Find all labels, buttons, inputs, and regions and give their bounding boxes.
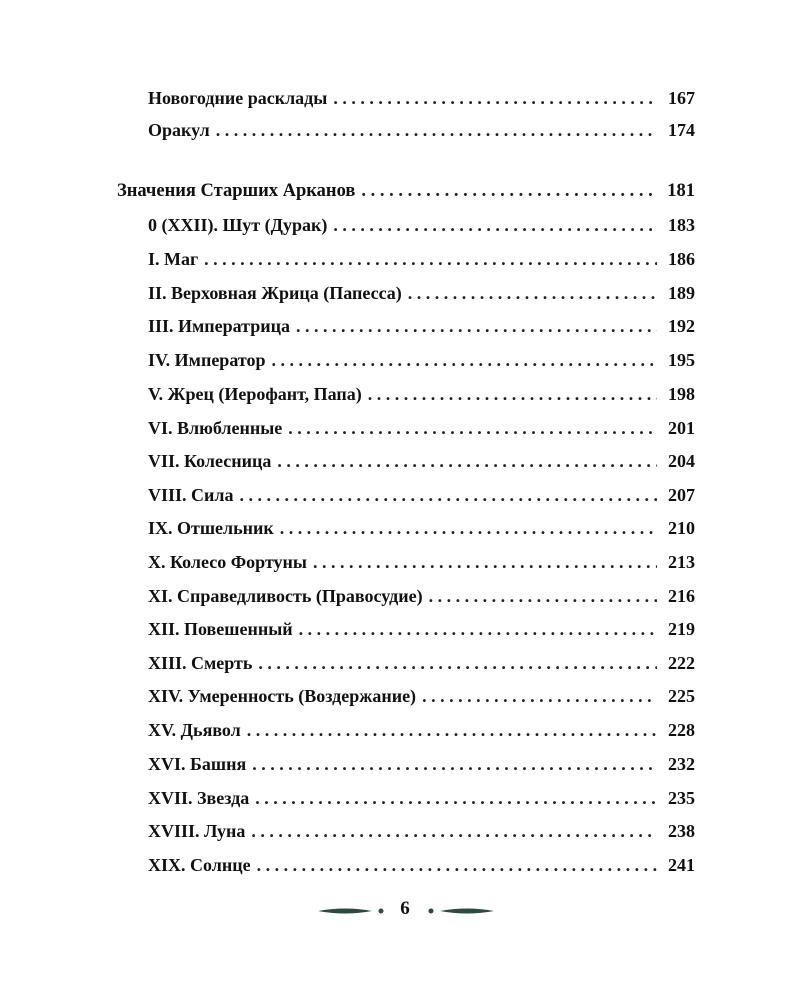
dot-leader (361, 181, 657, 202)
toc-entry-page: 241 (668, 855, 695, 875)
toc-entry (148, 619, 695, 640)
dot-leader (368, 384, 657, 405)
toc-entry (148, 316, 695, 337)
toc-entry-title: XIX. Солнце (148, 855, 251, 875)
dot-leader (296, 316, 657, 337)
dot-leader (422, 686, 657, 707)
toc-entry (148, 586, 695, 607)
toc-entry-title: X. Колесо Фортуны (148, 552, 307, 572)
toc-entry-title: III. Императрица (148, 316, 290, 336)
toc-entry-title: XV. Дьявол (148, 720, 241, 740)
toc-entry-page: 198 (668, 384, 695, 404)
dot-leader (204, 249, 657, 270)
toc-entry (148, 653, 695, 674)
toc-entry (148, 855, 695, 876)
toc-entry-page: 183 (668, 215, 695, 235)
dot-leader (216, 120, 657, 141)
dot-leader (299, 619, 657, 640)
toc-entry-title: XIV. Умеренность (Воздержание) (148, 686, 417, 706)
dot-leader (313, 552, 657, 573)
toc-entry-page: 201 (668, 418, 695, 438)
toc-entry (148, 88, 695, 109)
toc-entry-page: 167 (668, 88, 695, 108)
toc-entry-page: 216 (668, 586, 695, 606)
dot-leader (333, 88, 657, 109)
dot-leader (429, 586, 657, 607)
toc-section-heading (117, 181, 695, 202)
ornament-dot-left (379, 909, 384, 914)
dot-leader (280, 518, 657, 539)
toc-entry (148, 821, 695, 842)
toc-entry-title: VII. Колесница (148, 451, 272, 471)
toc-entry-page: 210 (668, 518, 695, 538)
toc-entry-title: V. Жрец (Иерофант, Папа) (148, 384, 362, 404)
toc-entry-title: IX. Отшельник (148, 518, 274, 538)
dot-leader (255, 788, 657, 809)
page-footer (0, 896, 800, 926)
toc-entry (148, 720, 695, 741)
toc-entry (148, 283, 695, 304)
toc-entry (148, 788, 695, 809)
toc-entry-page: 219 (668, 619, 695, 639)
toc-entry-page: 213 (668, 552, 695, 572)
toc-entry (148, 384, 695, 405)
dot-leader (408, 283, 657, 304)
dot-leader (251, 821, 657, 842)
dot-leader (257, 855, 657, 876)
toc-entry-title: VIII. Сила (148, 485, 234, 505)
dot-leader (271, 350, 657, 371)
toc-entry (148, 215, 695, 236)
toc-entry-title: XII. Повешенный (148, 619, 293, 639)
toc-entry-title: XVI. Башня (148, 754, 247, 774)
toc-entry-page: 192 (668, 316, 695, 336)
toc-entry (148, 754, 695, 775)
toc-entry-page: 222 (668, 653, 695, 673)
page-number: 6 (400, 898, 410, 919)
toc-entry (148, 552, 695, 573)
toc-entry-title: VI. Влюбленные (148, 418, 283, 438)
toc-entry-title: 0 (XXII). Шут (Дурак) (148, 215, 328, 235)
ornament-flourish-right (440, 909, 494, 914)
toc-entry-title: XVIII. Луна (148, 821, 246, 841)
toc-entry (148, 518, 695, 539)
ornament-dot-right (429, 909, 434, 914)
toc-entry-page: 181 (667, 181, 695, 201)
toc-entry-title: Новогодние расклады (148, 88, 328, 108)
toc-entry-title: XIII. Смерть (148, 653, 253, 673)
toc-entry-page: 238 (668, 821, 695, 841)
toc-entry-title: II. Верховная Жрица (Папесса) (148, 283, 402, 303)
dot-leader (239, 485, 657, 506)
toc-entry-page: 195 (668, 350, 695, 370)
toc-entry-page: 235 (668, 788, 695, 808)
toc-entry-title: XVII. Звезда (148, 788, 250, 808)
toc-entry (148, 451, 695, 472)
toc-entry (148, 418, 695, 439)
toc-entry (148, 350, 695, 371)
toc-entry-page: 207 (668, 485, 695, 505)
toc-entry-title: I. Маг (148, 249, 199, 269)
toc-entry-page: 204 (668, 451, 695, 471)
dot-leader (247, 720, 657, 741)
toc-entry (148, 485, 695, 506)
toc-entry-page: 186 (668, 249, 695, 269)
dot-leader (277, 451, 657, 472)
dot-leader (252, 754, 657, 775)
toc-entry-page: 189 (668, 283, 695, 303)
toc-entry-page: 174 (668, 120, 695, 140)
toc-entry-page: 232 (668, 754, 695, 774)
toc-entry-title: IV. Император (148, 350, 266, 370)
toc-entry-page: 225 (668, 686, 695, 706)
toc-entry (148, 249, 695, 270)
dot-leader (333, 215, 657, 236)
toc-entry (148, 686, 695, 707)
dot-leader (288, 418, 657, 439)
dot-leader (258, 653, 657, 674)
toc-section-title: Значения Старших Арканов (117, 181, 356, 201)
toc-entry-title: XI. Справедливость (Правосудие) (148, 586, 423, 606)
toc-entry-title: Оракул (148, 120, 210, 140)
ornament-flourish-left (318, 909, 372, 914)
toc-entry (148, 120, 695, 141)
toc-entry-page: 228 (668, 720, 695, 740)
